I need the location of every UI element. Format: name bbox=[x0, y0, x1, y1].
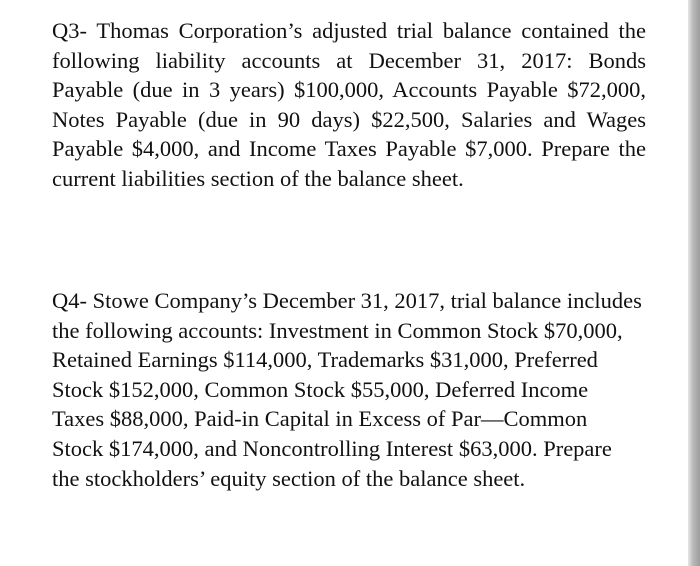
question-q4-text: Q4- Stowe Company’s December 31, 2017, trial balance includes the following accounts: Investment in Common Stock $70,000, Retained Earnings $114,000, Trademarks $31,000, Preferred Stock $152,000, Common Stock $55,000, Deferred Income Taxes $88,000, Paid-in Capital in Excess of Par—Common Stock $174,000, and Noncontrolling Interest $63,000. Prepare the stockholders’ equity section of the balance sheet. bbox=[52, 288, 642, 491]
question-q3-text: Q3- Thomas Corporation’s adjusted trial balance contained the following liability accounts at December 31, 2017: Bonds Payable (due in 3 years) $100,000, Accounts Payable $72,000, Notes Payable (due in 90 days) $22,500, Salaries and Wages Payable $4,000, and Income Taxes Payable $7,000. Prepare the current liabilities section of the balance sheet. bbox=[52, 18, 646, 191]
page-edge-divider bbox=[688, 0, 700, 566]
